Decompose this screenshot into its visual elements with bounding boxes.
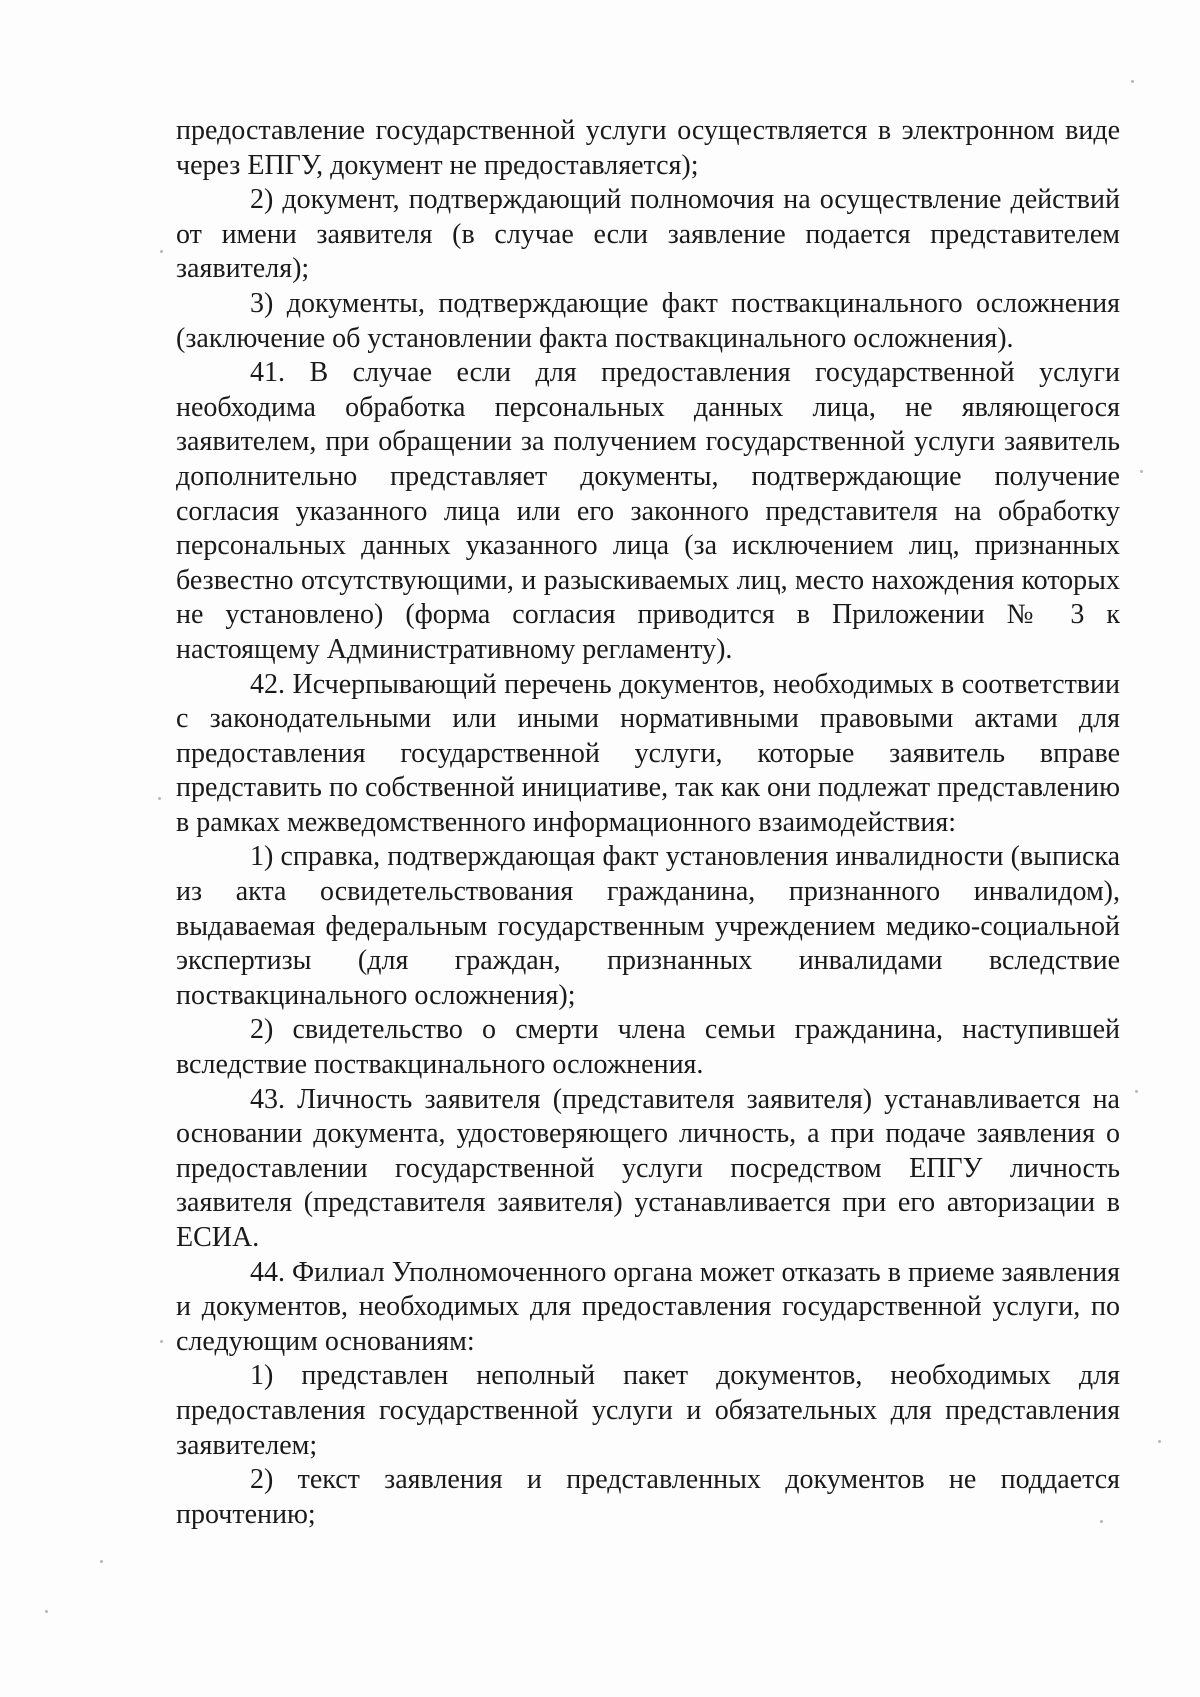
scan-speck (1131, 80, 1134, 83)
scan-speck (160, 1340, 163, 1343)
paragraph-44: 44. Филиал Уполномоченного органа может отказать в приеме заявления и документов, необходимых для предоставления государственной услуги, по следующим основаниям: (176, 1256, 1120, 1357)
scan-speck (1158, 1440, 1161, 1443)
scan-speck (1140, 470, 1143, 473)
scan-speck (1100, 1520, 1103, 1523)
paragraph-42: 42. Исчерпывающий перечень документов, необходимых в соответствии с законодательными или иными нормативными правовыми актами для предоставления государственной услуги, которые заявитель вправе представить по собственной инициативе, так как они подлежат представлению в рамках межведомственного информационного взаимодействия: (176, 668, 1120, 838)
paragraph-item-2-authority-document: 2) документ, подтверждающий полномочия на осуществление действий от имени заявителя (в случае если заявление подается представителем заявителя); (176, 184, 1120, 285)
paragraph-44-item-2: 2) текст заявления и представленных документов не поддается прочтению; (176, 1464, 1120, 1530)
paragraph-43: 43. Личность заявителя (представителя заявителя) устанавливается на основании документа, удостоверяющего личность, а при подаче заявления о предоставлении государственной услуги посредством ЕПГУ личность заявителя (представителя заявителя) устанавливается при его авторизации в ЕСИА. (176, 1083, 1120, 1253)
scan-speck (158, 797, 161, 800)
scan-speck (160, 250, 163, 253)
scan-speck (1135, 1090, 1138, 1093)
paragraph-41: 41. В случае если для предоставления государственной услуги необходима обработка персональных данных лица, не являющегося заявителем, при обращении за получением государственной услуги заявитель дополнительно представляет документы, подтверждающие получение согласия указанного лица или его законного представителя на обработку персональных данных указанного лица (за исключением лиц, признанных безвестно отсутствующими, и разыскиваемых лиц, место нахождения которых не установлено) (форма согласия приводится в Приложении № 3 к настоящему Административному регламенту). (176, 357, 1120, 665)
paragraph-44-item-1: 1) представлен неполный пакет документов, необходимых для предоставления государственной услуги и обязательных для представления заявителем; (176, 1360, 1120, 1461)
paragraph-item-3-complication-documents: 3) документы, подтверждающие факт поствакцинального осложнения (заключение об установлении факта поствакцинального осложнения). (176, 287, 1120, 354)
scan-speck (45, 1610, 48, 1613)
paragraph-42-item-2: 2) свидетельство о смерти члена семьи гражданина, наступившей вследствие поствакцинального осложнения. (176, 1014, 1120, 1081)
scan-speck (100, 1560, 103, 1563)
paragraph-42-item-1: 1) справка, подтверждающая факт установления инвалидности (выписка из акта освидетельствования гражданина, признанного инвалидом), выдаваемая федеральным государственным учреждением медико-социальной экспертизы (для граждан, признанных инвалидами вследствие поствакцинального осложнения); (176, 841, 1120, 1011)
paragraph-continuation: предоставление государственной услуги осуществляется в электронном виде через ЕПГУ, документ не предоставляется); (176, 115, 1120, 181)
document-body (176, 114, 1120, 1532)
